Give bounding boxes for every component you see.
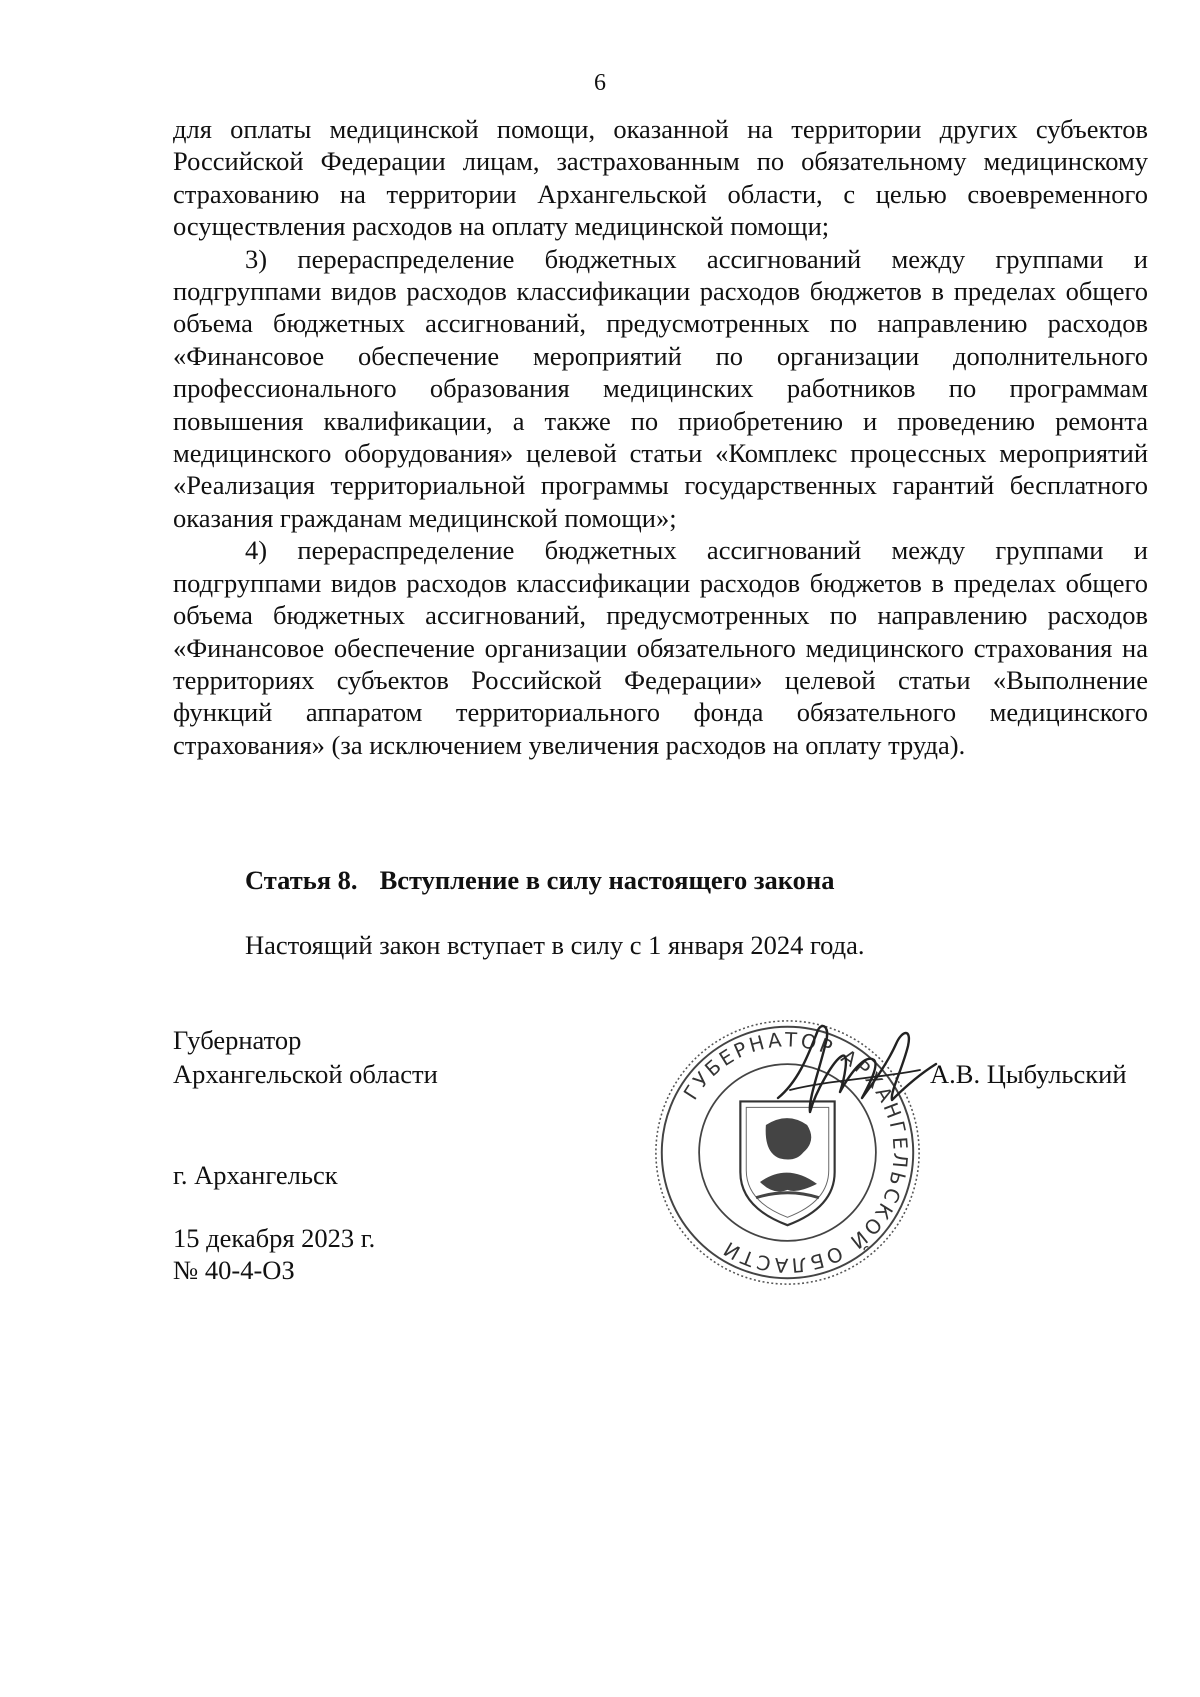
article-text: Настоящий закон вступает в силу с 1 января 2024 года. xyxy=(245,930,865,960)
article-heading xyxy=(245,865,834,896)
paragraph-continuation: для оплаты медицинской помощи, оказанной на территории других субъектов Российской Федерации лицам, застрахованным по обязательному медицинскому страхованию на территории Архангельской области, с целью своевременного осуществления расходов на оплату медицинской помощи; xyxy=(173,114,1148,242)
svg-text:ГУБЕРНАТОР АРХАНГЕЛЬСКОЙ ОБЛАС: ГУБЕРНАТОР АРХАНГЕЛЬСКОЙ ОБЛАСТИ xyxy=(679,1028,912,1277)
paragraph-item-3: 3) перераспределение бюджетных ассигнований между группами и подгруппами видов расходов классификации расходов бюджетов в пределах общего объема бюджетных ассигнований, предусмотренных по направлению расходов «Финансовое обеспечение мероприятий по организации дополнительного профессионального образования медицинских работников по программам повышения квалификации, а также по приобретению и проведению ремонта медицинского оборудования» целевой статьи «Комплекс процессных мероприятий «Реализация территориальной программы государственных гарантий бесплатного оказания гражданам медицинской помощи»; xyxy=(173,243,1148,533)
article-number: Статья 8. xyxy=(245,865,358,895)
article-title: Вступление в силу настоящего закона xyxy=(379,865,835,895)
signatory-name: А.В. Цыбульский xyxy=(930,1059,1127,1089)
document-date-block xyxy=(173,1222,375,1286)
position-line-1: Губернатор xyxy=(173,1025,302,1055)
page-number: 6 xyxy=(594,70,606,96)
signing-city: г. Архангельск xyxy=(173,1160,338,1190)
position-line-2: Архангельской области xyxy=(173,1059,438,1089)
document-body xyxy=(173,113,1148,761)
handwritten-signature xyxy=(770,1020,940,1125)
signing-date: 15 декабря 2023 г. xyxy=(173,1223,376,1253)
paragraph-item-4: 4) перераспределение бюджетных ассигнований между группами и подгруппами видов расходов классификации расходов бюджетов в пределах общего объема бюджетных ассигнований, предусмотренных по направлению расходов «Финансовое обеспечение организации обязательного медицинского страхования на территориях субъектов Российской Федерации» целевой статьи «Выполнение функций аппаратом территориального фонда обязательного медицинского страхования» (за исключением увеличения расходов на оплату труда). xyxy=(173,535,1148,760)
law-number: № 40-4-ОЗ xyxy=(173,1255,295,1285)
signatory-position xyxy=(173,1023,438,1091)
